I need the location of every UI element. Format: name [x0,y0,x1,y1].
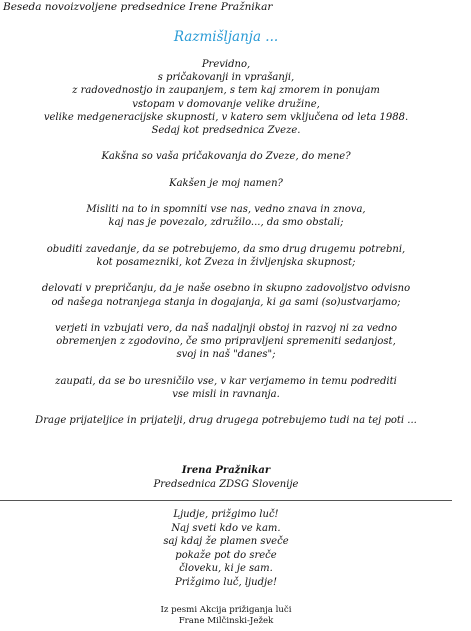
address-paragraph [0,322,452,362]
address-line: Drage prijateljice in prijatelji, drug drugega potrebujemo tudi na tej poti ... [35,415,417,427]
address-paragraph [0,414,452,427]
address-paragraph [0,177,452,190]
address-line: verjeti in vzbujati vero, da naš nadaljnji obstoj in razvoj ni za vedno [54,322,398,334]
poem-source-author: Frane Milčinski-Ježek [178,616,274,626]
poem-line: Ljudje, prižgimo luč! [173,509,279,520]
signature-block [0,464,452,492]
section-divider [0,500,452,501]
poem-line: saj kdaj že plamen sveče [163,536,289,547]
address-paragraph [0,243,452,269]
poem-line: Prižgimo luč, ljudje! [174,576,278,588]
address-paragraph [0,150,452,163]
address-line: zaupati, da se bo uresničilo vse, v kar verjamemo in temu podrediti [55,375,397,387]
address-line: obremenjen z zgodovino, če smo pripravljeni spremeniti sedanjost, [56,336,396,348]
poem-quote [0,508,452,589]
address-line: velike medgeneracijske skupnosti, v katero sem vključena od leta 1988. [43,111,409,123]
address-line: od našega notranjega stanja in dogajanja, ki ga sami (so)ustvarjamo; [51,296,401,308]
poem-line: pokaže pot do sreče [175,549,277,561]
address-paragraph [0,58,452,137]
signature-name: Irena Pražnikar [181,465,271,476]
poem-line: človeku, ki je sam. [179,563,273,574]
poem-source-title: Iz pesmi Akcija prižiganja luči [160,605,292,615]
poem-source [0,605,452,627]
address-line: Sedaj kot predsednica Zveze. [151,125,301,137]
address-line: svoj in naš "danes"; [176,349,276,361]
address-paragraph [0,203,452,229]
address-line: vstopam v domovanje velike družine, [132,98,320,110]
address-line: delovati v prepričanju, da je naše osebno in skupno zadovoljstvo odvisno [41,283,411,295]
document-caption: Beseda novoizvoljene predsednice Irene Pražnikar [3,1,273,13]
poem-line: Naj sveti kdo ve kam. [171,522,281,534]
address-line: z radovednostjo in zaupanjem, s tem kaj zmorem in ponujam [72,85,380,97]
address-body [0,58,452,441]
document-title: Razmišljanja ... [173,29,279,45]
address-paragraph [0,375,452,401]
address-line: kaj nas je povezalo, združilo..., da smo obstali; [108,217,344,229]
address-paragraph [0,282,452,308]
address-line: vse misli in ravnanja. [172,388,280,400]
address-line: kot posamezniki, kot Zveza in življenjska skupnost; [96,256,356,268]
address-line: Kakšen je moj namen? [169,177,283,189]
address-line: obuditi zavedanje, da se potrebujemo, da smo drug drugemu potrebni, [46,243,406,255]
address-line: s pričakovanji in vprašanji, [157,72,295,84]
address-line: Kakšna so vaša pričakovanja do Zveze, do mene? [101,151,351,163]
address-line: Previdno, [201,59,251,70]
signature-role: Predsednica ZDSG Slovenije [153,479,299,490]
address-line: Misliti na to in spomniti vse nas, vedno znava in znova, [86,204,366,216]
